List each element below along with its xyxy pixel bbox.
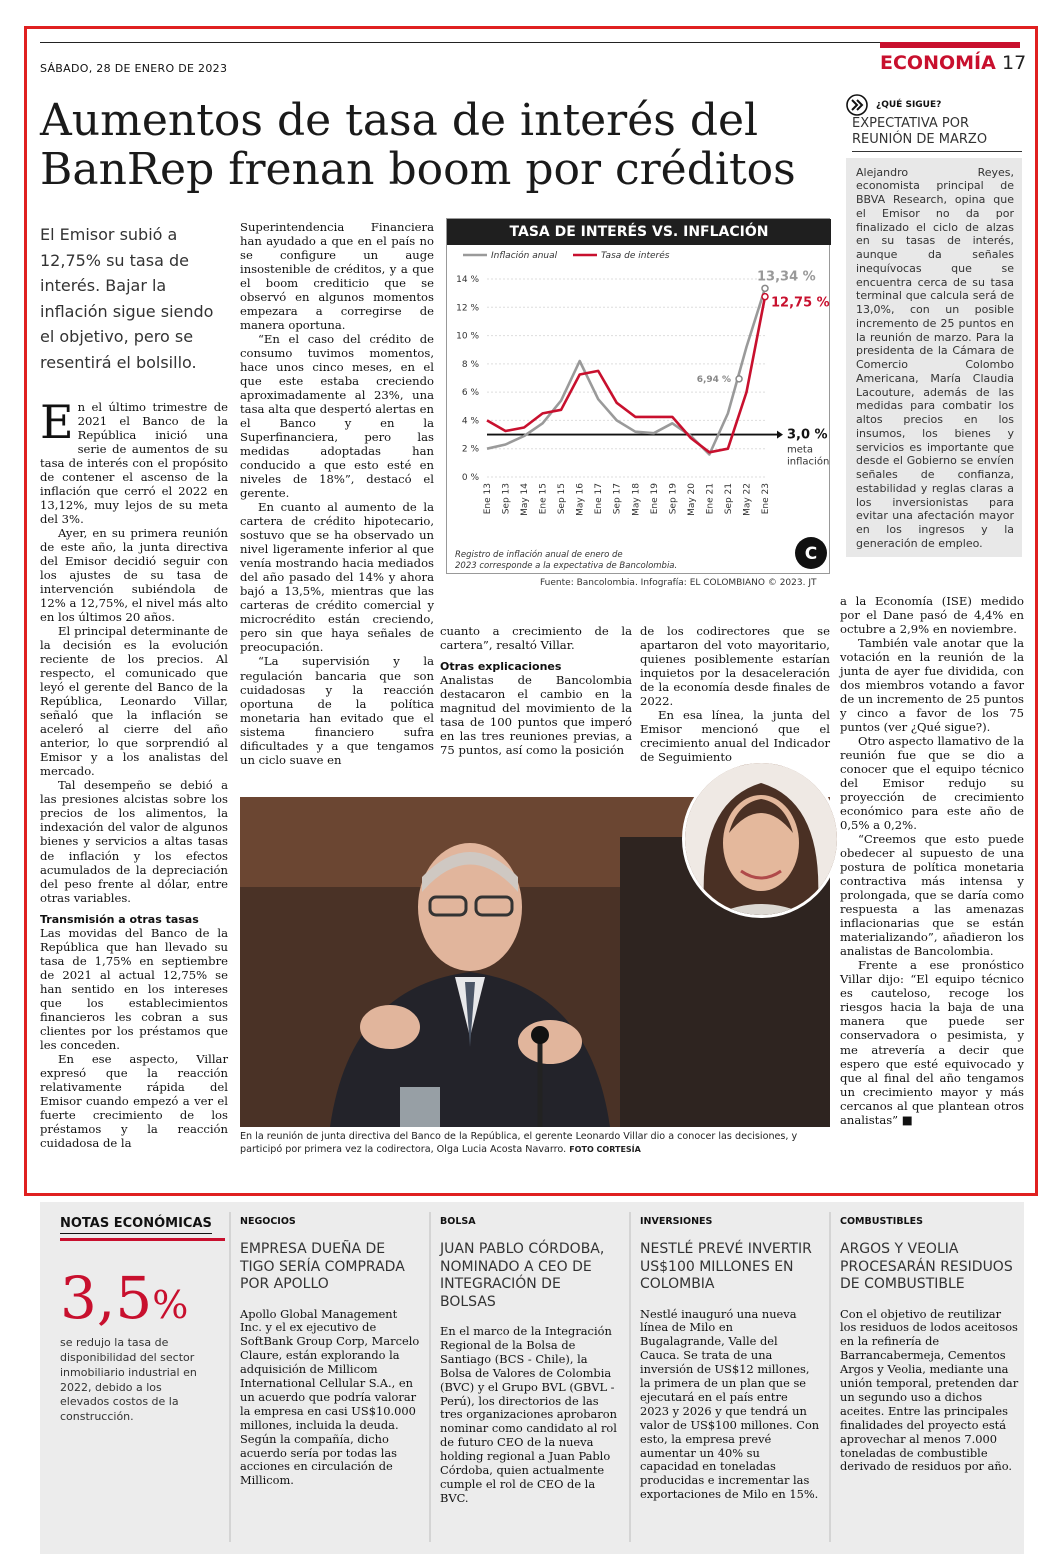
note-kicker: NEGOCIOS bbox=[240, 1216, 296, 1227]
sidebar-tag: ¿QUÉ SIGUE? bbox=[876, 100, 942, 110]
note-title: EMPRESA DUEÑA DE TIGO SERÍA COMPRADA POR APOLLO bbox=[240, 1241, 405, 1292]
sidebar-que-sigue bbox=[846, 100, 1022, 557]
notas-accent-bar bbox=[60, 1238, 225, 1241]
photo-olga-lucia-acosta bbox=[682, 760, 840, 918]
lede: El Emisor subió a 12,75% su tasa de interés. Bajar la inflación sigue siendo el objetivo, pero se resentirá el bolsillo. bbox=[40, 225, 214, 372]
paragraph: En cuanto al aumento de la cartera de crédito hipotecario, sostuvo que se ha observado un nivel ligeramente inferior al que venía mostrando hacia mediados del año pasado del 14% y ahora bajó a 13,5%, mientras que las carteras de crédito comercial y microcrédito están creciendo, pero sin que haya señales de preocupación. bbox=[240, 500, 434, 655]
mid-label: 6,94 % bbox=[696, 374, 732, 385]
paragraph: En ese aspecto, Villar expresó que la reacción relativamente rápida del Emisor cuando empezó a ver el fuerte crecimiento de los préstamos y la reacción cuidadosa de la bbox=[40, 1051, 228, 1150]
sidebar-title: EXPECTATIVA POR REUNIÓN DE MARZO bbox=[852, 116, 1022, 152]
paragraph: El principal determinante de la decisión es la evolución reciente de los precios. Al respecto, el comunicado que leyó el gerente del Banco de la República, Leonardo Villar, señaló que la inflación se aceleró al cierre del año anterior, lo que sorprendió al Emisor y a los analistas del mercado. bbox=[40, 624, 228, 779]
sidebar-text: Alejandro Reyes, economista principal de BBVA Research, opina que el Emisor no da por finalizado el ciclo de alzas en su tasas de interés, aunque da señales inequívocas que se encuentra cerca de su tasa terminal que calcula será de 13,0%, con un posible incremento de 25 puntos en la reunión de marzo. Para la presidenta de la Cámara de Comercio Colombo Americana, María Claudia Lacouture, además de las medidas para combatir los altos precios en los insumos, los bienes y servicios es importante que desde el Gobierno se envíen señales de confianza, estabilidad y reglas claras a los inversionistas para evitar una afectación mayor en los ingresos y la generación de empleo. bbox=[846, 158, 1022, 557]
x-tick-label: Sep 19 bbox=[668, 483, 679, 515]
y-tick-label: 0 % bbox=[461, 473, 479, 483]
legend-label: Inflación anual bbox=[491, 251, 558, 261]
x-tick-label: May 16 bbox=[575, 483, 586, 516]
y-tick-label: 14 % bbox=[456, 275, 479, 285]
section-header bbox=[880, 42, 1027, 74]
y-tick-label: 8 % bbox=[461, 359, 479, 370]
paragraph: Tal desempeño se debió a las presiones alcistas sobre los precios de los alimentos, la indexación del valor de algunos bienes y servicios a altas tasas de inflación y los efectos acumulados de la depreciación del peso frente al dólar, entre otras variables. bbox=[40, 778, 228, 905]
issue-date: SÁBADO, 28 DE ENERO DE 2023 bbox=[40, 62, 228, 75]
big-stat-number: 3,5 bbox=[60, 1264, 153, 1332]
x-tick-label: Ene 23 bbox=[761, 483, 771, 515]
article-column-5 bbox=[840, 594, 1024, 1127]
note-combustibles bbox=[840, 1216, 1020, 1474]
note-body: En el marco de la Integración Regional de la Bolsa de Santiago (BCS - Chile), la Bolsa de Valores de Colombia (BVC) y el Grupo BVL (GBVL - Perú), los directorios de las tres organizaciones aprobaron nominar como candidato al rol de futuro CEO de la nueva holding regional a Juan Pablo Córdoba, quien actualmente cumple el rol de CEO de la BVC. bbox=[440, 1324, 617, 1505]
x-tick-label: Sep 15 bbox=[557, 483, 568, 515]
note-body: Apollo Global Management Inc. y el ex ejecutivo de SoftBank Group Corp, Marcelo Claure, están explorando la adquisición de Millicom International Cellular S.A., en un acuerdo que podría valorar la empresa en casi US$10.000 millones, incluida la deuda. Según la compañía, dicho acuerdo sería por todas las acciones en circulación de Millicom. bbox=[240, 1306, 420, 1488]
x-tick-label: May 20 bbox=[686, 483, 697, 516]
photo-credit: FOTO CORTESÍA bbox=[569, 1145, 641, 1155]
y-tick-label: 2 % bbox=[461, 444, 479, 455]
double-chevron-icon bbox=[846, 94, 868, 116]
article-column-3 bbox=[440, 624, 632, 757]
note-inversiones bbox=[640, 1216, 820, 1502]
x-tick-label: Ene 13 bbox=[483, 483, 493, 515]
x-tick-label: Sep 17 bbox=[612, 483, 623, 515]
publisher-logo-glyph: C bbox=[804, 544, 818, 564]
mid-marker bbox=[736, 376, 742, 382]
paragraph: Analistas de Bancolombia destacaron el cambio en la magnitud del movimiento de la tasa de 100 puntos que imperó en las tres reuniones previas, a 75 puntos, así como la posición bbox=[440, 673, 632, 758]
chart-plot bbox=[447, 245, 831, 575]
inflation-end-label: 13,34 % bbox=[757, 269, 816, 285]
target-value: 3,0 % bbox=[787, 427, 828, 443]
paragraph: “Creemos que esto puede obedecer al supuesto de una postura de política monetaria contractiva más intensa y prolongada, que se daría como respuesta a las amenazas inflacionarias que se están materializando”, añadieron los analistas de Bancolombia. bbox=[840, 832, 1024, 959]
top-rule bbox=[40, 42, 880, 43]
note-title: ARGOS Y VEOLIA PROCESARÁN RESIDUOS DE COMBUSTIBLE bbox=[840, 1241, 1013, 1292]
note-negocios bbox=[240, 1216, 420, 1488]
y-tick-label: 10 % bbox=[456, 331, 479, 342]
section-name: ECONOMÍA bbox=[880, 52, 996, 74]
note-body: Nestlé inauguró una nueva línea de Milo en Bugalagrande, Valle del Cauca. Se trata de una inversión de US$12 millones, la primera de un plan que se ejecutará en el país entre 2023 y 2026 y que tendrá un valor de US$100 millones. Con esto, la empresa prevé aumentar un 40% su capacidad en toneladas producidas e incrementar las exportaciones de Milo en 15%. bbox=[640, 1306, 820, 1502]
inflation-end-marker bbox=[762, 285, 768, 291]
paragraph: Ayer, en su primera reunión de este año, la junta directiva del Emisor decidió seguir con los ajustes de su tasa de intervención subiéndola de 12% a 12,75%, el nivel más alto en los últimos 20 años. bbox=[40, 526, 228, 625]
big-stat-text: se redujo la tasa de disponibilidad del sector inmobiliario industrial en 2022, debido a los elevados costos de la construcción. bbox=[60, 1336, 197, 1424]
note-title: NESTLÉ PREVÉ INVERTIR US$100 MILLONES EN COLOMBIA bbox=[640, 1241, 812, 1292]
target-label: meta bbox=[787, 444, 813, 456]
paragraph: a la Economía (ISE) medido por el Dane pasó de 4,4% en octubre a 2,9% en noviembre. bbox=[840, 594, 1024, 637]
photo-caption bbox=[240, 1130, 830, 1157]
subheading: Transmisión a otras tasas bbox=[40, 912, 199, 926]
subheading: Otras explicaciones bbox=[440, 660, 562, 674]
y-tick-label: 6 % bbox=[461, 388, 479, 399]
note-kicker: BOLSA bbox=[440, 1216, 476, 1227]
paragraph: cuanto a crecimiento de la cartera”, resaltó Villar. bbox=[440, 624, 632, 653]
chart-note: Registro de inflación anual de enero de bbox=[455, 550, 623, 560]
x-tick-label: May 18 bbox=[631, 483, 642, 516]
paragraph: Frente a ese pronóstico Villar dijo: “El equipo técnico es cauteloso, recoge los riesgos hacia la baja de una manera que puede ser conservadora o pesimista, y me atrevería a decir que espero que esté equivocado y que al final del año tengamos un crecimiento mayor y más cercanos al que plantean otros analistas” ■ bbox=[840, 958, 1024, 1127]
notas-heading: NOTAS ECONÓMICAS bbox=[60, 1216, 212, 1234]
x-tick-label: Sep 13 bbox=[501, 483, 512, 515]
portrait-illustration bbox=[685, 763, 837, 915]
article-column-1 bbox=[40, 395, 228, 1150]
paragraph: “La supervisión y la regulación bancaria que son cuidadosas y la reacción oportuna de la política monetaria han evitado que el sistema financiero sufra dificultades y a que tengamos un ciclo suave en bbox=[240, 654, 434, 767]
target-label: inflación bbox=[787, 456, 830, 468]
paragraph: También vale anotar que la votación en la reunión de la junta de ayer fue dividida, con dos miembros votando a favor de un incremento de 25 puntos y cinco a favor de los 75 puntos (ver ¿Qué sigue?). bbox=[840, 636, 1024, 735]
note-title: JUAN PABLO CÓRDOBA, NOMINADO A CEO DE INTEGRACIÓN DE BOLSAS bbox=[440, 1241, 605, 1310]
target-arrow bbox=[777, 431, 783, 439]
page-number: 17 bbox=[1002, 52, 1027, 74]
article-column-4 bbox=[640, 624, 830, 764]
rate-end-marker bbox=[762, 294, 768, 300]
chart-title: TASA DE INTERÉS VS. INFLACIÓN bbox=[447, 219, 831, 245]
x-tick-label: Ene 17 bbox=[594, 483, 605, 515]
big-stat-unit: % bbox=[152, 1283, 189, 1327]
notas-economicas-section bbox=[0, 1202, 1064, 1554]
note-kicker: COMBUSTIBLES bbox=[840, 1216, 923, 1227]
interest-vs-inflation-chart bbox=[446, 218, 830, 574]
note-bolsa bbox=[440, 1216, 620, 1506]
x-tick-label: May 14 bbox=[520, 483, 531, 516]
chart-note: 2023 corresponde a la expectativa de Bancolombia. bbox=[455, 561, 678, 571]
series-line-inflation bbox=[487, 288, 765, 454]
paragraph: de los codirectores que se apartaron del voto mayoritario, quienes posiblemente estarían inquietos por la desaceleración de la economía desde finales de 2022. bbox=[640, 624, 830, 709]
headline: Aumentos de tasa de interés del BanRep frenan boom por créditos bbox=[40, 95, 796, 196]
x-tick-label: Sep 21 bbox=[723, 483, 734, 515]
y-tick-label: 12 % bbox=[456, 303, 479, 314]
note-body: Con el objetivo de reutilizar los residuos de lodos aceitosos en la refinería de Barrancabermeja, Cementos Argos y Veolia, mediante una unión temporal, pretenden dar un segundo uso a dichos aceites. Entre las principales finalidades del proyecto está aprovechar al menos 7.000 toneladas de combustible derivado de residuos por año. bbox=[840, 1306, 1019, 1474]
legend-label: Tasa de interés bbox=[601, 251, 670, 261]
x-tick-label: Ene 19 bbox=[649, 483, 660, 515]
paragraph: n el último trimestre de 2021 el Banco de la República inició una serie de aumentos de su tasa de interés con el propósito de contener el ascenso de la inflación que cerró el 2022 en 13,12%, muy lejos de su meta del 3%. bbox=[40, 400, 228, 527]
x-tick-label: Ene 21 bbox=[705, 483, 716, 515]
paragraph: En esa línea, la junta del Emisor mencionó que el crecimiento anual del Indicador de Seguimiento bbox=[640, 708, 830, 765]
paragraph: “En el caso del crédito de consumo tuvimos momentos, hace unos cinco meses, en el que este estaba creciendo aproximadamente al 23%, una tasa alta que despertó alertas en el Banco y en la Superfinanciera, pero las medidas adoptadas han conducido a que esto esté en niveles de 18%”, destacó el gerente. bbox=[240, 332, 434, 501]
paragraph: Las movidas del Banco de la República que han llevado su tasa de 1,75% en septiembre de 2021 al actual 12,75% se han sentido en los intereses que los establecimientos financieros les cobran a sus clientes por los préstamos que les conceden. bbox=[40, 925, 228, 1052]
article-column-2 bbox=[240, 220, 434, 767]
paragraph: Superintendencia Financiera han ayudado a que en el país no se configure un auge insostenible de créditos, y a que el boom crediticio que se observó en algunos momentos empezara a corregirse de manera oportuna. bbox=[240, 220, 434, 333]
big-stat bbox=[60, 1264, 188, 1332]
x-tick-label: May 22 bbox=[742, 483, 753, 516]
caption-text: En la reunión de junta directiva del Banco de la República, el gerente Leonardo Villar dio a conocer las decisiones, y participó por primera vez la codirectora, Olga Lucia Acosta Navarro. bbox=[240, 1131, 798, 1156]
drop-cap: E bbox=[40, 395, 74, 449]
paragraph: Otro aspecto llamativo de la reunión fue que se dio a conocer que el equipo técnico del Emisor redujo su proyección de crecimiento económico para este año de 0,5% a 0,2%. bbox=[840, 734, 1024, 833]
y-tick-label: 4 % bbox=[461, 416, 479, 427]
note-kicker: INVERSIONES bbox=[640, 1216, 713, 1227]
rate-end-label: 12,75 % bbox=[771, 295, 830, 311]
x-tick-label: Ene 15 bbox=[538, 483, 549, 515]
chart-source: Fuente: Bancolombia. Infografía: EL COLOMBIANO © 2023. JT bbox=[540, 578, 817, 588]
